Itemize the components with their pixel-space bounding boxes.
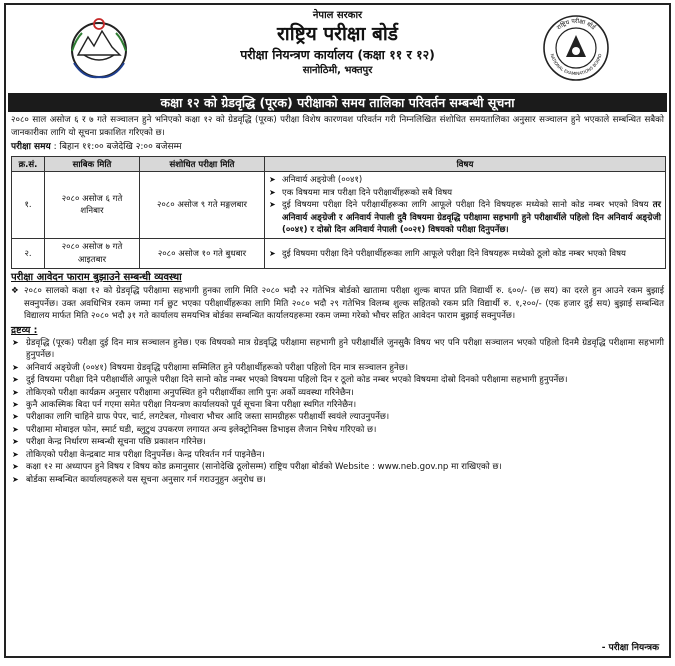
nepal-emblem-icon <box>64 13 134 83</box>
subject-item: ➤ एक विषयमा मात्र परीक्षा दिने परीक्षार्थीहरूको सबै विषय <box>269 187 661 199</box>
exam-time-value: : बिहान ११:०० बजेदेखि २:०० बजेसम्म <box>53 142 182 153</box>
neb-seal-text: राष्ट्रिय परीक्षा बोर्ड <box>555 17 597 32</box>
subject-item: ➤ अनिवार्य अङ्ग्रेजी (००४१) <box>269 174 661 186</box>
note-item: ➤ परीक्षा केन्द्र निर्धारण सम्बन्धी सूचना पछि प्रकाशन गरिनेछ। <box>11 436 664 448</box>
row-serial: १. <box>12 172 45 239</box>
row-new-date: २०८० असोज ९ गते मङ्गलबार <box>140 172 265 239</box>
note-item: ➤ ग्रेडवृद्धि (पूरक) परीक्षा दुई दिन मात्र सञ्चालन हुनेछ। एक विषयको मात्र ग्रेडवृद्धि परीक्षामा सहभागी हुने परीक्षार्थीले जुनसुकै विषय भए पनि परीक्षा सञ्चालन भएको पहिलो दिनमै ग्रेडवृद्धि परीक्षामा सहभागी हुनुपर्नेछ। <box>11 337 664 362</box>
exam-time-label: परीक्षा समय <box>11 142 51 153</box>
subject-item <box>269 199 661 236</box>
table-header-row <box>12 157 666 172</box>
form-section-body: २०८० सालको कक्षा १२ को ग्रेडवृद्धि परीक्षामा सहभागी हुनका लागि मिति २०८० भदौ २२ गतेभित्र बोर्डको खातामा परीक्षा शुल्क बापत प्रति विद्यार्थी रु. ६००/- (छ सय) का दरले हुन आउने रकम बुझाई सक्नुपर्नेछ। उक्त अवधिभित्र रकम जम्मा गर्न छुट भएका परीक्षार्थीहरूका लागि मिति २०८० भदौ २९ गतेभित्र विलम्ब शुल्क सहितको रकम प्रति विद्यार्थी रु. १,२००/- (एक हजार दुई सय) बुझाई सम्बन्धित विद्यालय मार्फत मिति २०८० भदौ ३१ गते कार्यालय समयभित्र बोर्डका सम्बन्धित कार्यालयहरूमा रकम जम्मा गरेको भौचर सहित आवेदन फाराम बुझाई सक्नुपर्नेछ। <box>24 286 664 322</box>
neb-seal-icon <box>541 13 611 83</box>
row-new-date: २०८० असोज १० गते बुधबार <box>140 239 265 269</box>
note-item: ➤ कक्षा १२ मा अध्यापन हुने विषय र विषय कोड क्रमानुसार (सानोदेखि ठूलोसम्म) राष्ट्रिय परीक्षा बोर्डको Website : www.neb.gov.np मा राखिएको छ। <box>11 461 664 473</box>
note-item: ➤ अनिवार्य अङ्ग्रेजी (००४१) विषयमा ग्रेडवृद्धि परीक्षामा सम्मिलित हुने परीक्षार्थीहरूको परीक्षा पहिलो दिन मात्र सञ्चालन हुनेछ। <box>11 362 664 374</box>
note-item: ➤ परीक्षाका लागि चाहिने ग्राफ पेपर, चार्ट, लगटेबल, गोश्वारा भौचर आदि जस्ता सामग्रीहरू परीक्षार्थी स्वयंले ल्याउनुपर्नेछ। <box>11 411 664 423</box>
diamond-bullet-icon: ❖ <box>11 286 19 297</box>
government-title: नेपाल सरकार <box>312 10 363 21</box>
row-old-date: २०८० असोज ७ गते आइतबार <box>45 239 140 269</box>
note-item: ➤ बोर्डका सम्बन्धित कार्यालयहरूले यस सूचना अनुसार गर्न गराउनुहुन अनुरोध छ। <box>11 474 664 486</box>
notice-title: कक्षा १२ को ग्रेडवृद्धि (पूरक) परीक्षाको समय तालिका परिवर्तन सम्बन्धी सूचना <box>8 93 667 112</box>
board-title: राष्ट्रिय परीक्षा बोर्ड <box>277 23 398 45</box>
table-row <box>12 239 666 269</box>
row-old-date: २०८० असोज ६ गते शनिबार <box>45 172 140 239</box>
col-new-date: संशोधित परीक्षा मिति <box>140 157 265 172</box>
note-item: ➤ परीक्षामा मोबाइल फोन, स्मार्ट घडी, ब्लुटुथ उपकरण लगायत अन्य इलेक्ट्रोनिक्स डिभाइस लैजान निषेध गरिएको छ। <box>11 424 664 436</box>
note-item: ➤ तोकिएको परीक्षा कार्यक्रम अनुसार परीक्षामा अनुपस्थित हुने परीक्षार्थीका लागि पुनः अर्को व्यवस्था गरिनेछैन। <box>11 387 664 399</box>
note-item: ➤ तोकिएको परीक्षा केन्द्रबाट मात्र परीक्षा दिनुपर्नेछ। केन्द्र परिवर्तन गर्न पाइनेछैन। <box>11 449 664 461</box>
signature: - परीक्षा नियन्त्रक <box>601 643 659 653</box>
table-row <box>12 172 666 239</box>
col-old-date: साबिक मिति <box>45 157 140 172</box>
notice-page <box>4 3 671 658</box>
form-section-text <box>6 285 669 323</box>
neb-seal-text-en: NATIONAL EXAMINATIONS BOARD <box>549 53 603 77</box>
exam-time <box>6 140 669 155</box>
office-location: सानोठिमी, भक्तपुर <box>302 65 373 76</box>
row-subjects <box>265 172 666 239</box>
notice-header <box>6 5 669 93</box>
schedule-table <box>11 156 666 269</box>
subject-text: दुई विषयमा परीक्षा दिने परीक्षार्थीहरूका लागि आफूले परीक्षा दिने विषयहरू मध्येको सानो कोड नम्बर भएको विषय <box>282 200 649 211</box>
office-title: परीक्षा नियन्त्रण कार्यालय (कक्षा ११ र १२) <box>240 47 435 62</box>
note-item: ➤ दुई विषयमा परीक्षा दिने परीक्षार्थीले आफूले परीक्षा दिने सानो कोड नम्बर भएको विषयमा पहिलो दिन र ठूलो कोड नम्बर भएको विषयमा दोस्रो दिनको परीक्षामा सहभागी हुनुपर्नेछ। <box>11 374 664 386</box>
col-serial: क्र.सं. <box>12 157 45 172</box>
note-item: ➤ कुनै आकस्मिक बिदा पर्न गएमा समेत परीक्षा नियन्त्रण कार्यालयको पूर्व सूचना बिना परीक्षा स्थगित गरिनेछैन। <box>11 399 664 411</box>
row-subjects <box>265 239 666 269</box>
subject-item: ➤ दुई विषयमा परीक्षा दिने परीक्षार्थीहरूका लागि आफूले परीक्षा दिने विषयहरू मध्येको ठूलो कोड नम्बर भएको विषय <box>269 248 661 260</box>
row-serial: २. <box>12 239 45 269</box>
intro-paragraph: २०८० साल असोज ६ र ७ गते सञ्चालन हुने भनिएको कक्षा १२ को ग्रेडवृद्धि (पूरक) परीक्षा विशेष कारणवश परिवर्तन गरी निम्नलिखित संशोधित समयतालिका अनुसार सञ्चालन हुने भएकाले सम्बन्धित सबैको जानकारीका लागि यो सूचना प्रकाशित गरिएको छ। <box>11 115 664 139</box>
notes-list <box>6 337 669 486</box>
col-subject: विषय <box>265 157 666 172</box>
notes-title: द्रष्टव्य : <box>11 325 38 337</box>
form-section-title: परीक्षा आवेदन फाराम बुझाउने सम्बन्धी व्यवस्था <box>11 272 182 284</box>
subject-emphasis: तर अनिवार्य अङ्ग्रेजी र अनिवार्य नेपाली दुवै विषयमा ग्रेडवृद्धि परीक्षामा सहभागी हुने परीक्षार्थीले पहिलो दिन अनिवार्य अङ्ग्रेजी (००४१) र दोस्रो दिन अनिवार्य नेपाली (००२१) विषयको परीक्षा दिनुपर्नेछ। <box>282 200 662 236</box>
